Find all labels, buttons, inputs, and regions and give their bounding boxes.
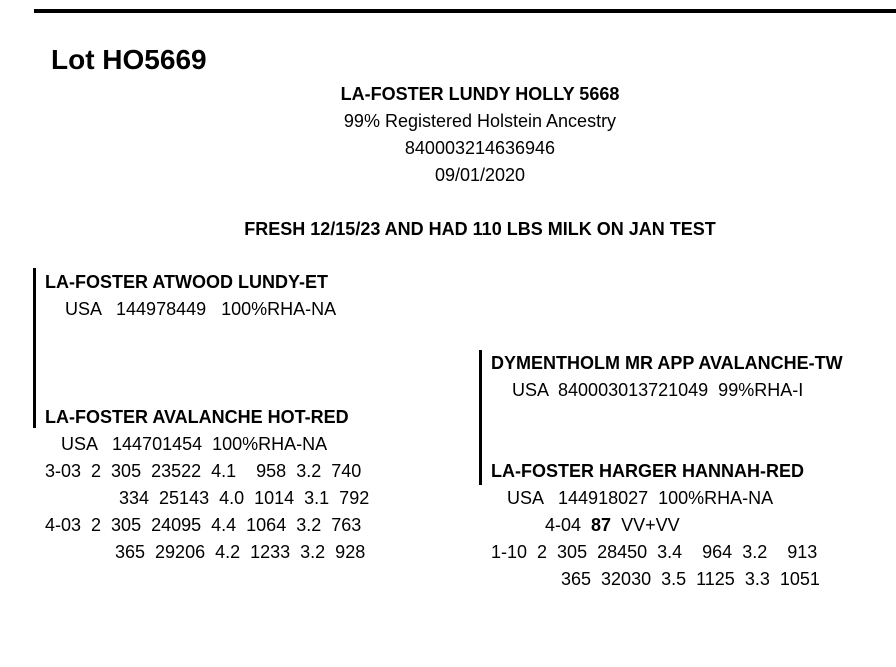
mgd-class-grade: VV+VV bbox=[621, 515, 680, 535]
dam-registration: USA 144701454 100%RHA-NA bbox=[61, 434, 328, 454]
top-rule bbox=[34, 9, 896, 13]
sire-registration: USA 144978449 100%RHA-NA bbox=[65, 299, 337, 319]
mgd-record: 365 32030 3.5 1125 3.3 1051 bbox=[561, 569, 820, 589]
dam-name: LA-FOSTER AVALANCHE HOT-RED bbox=[45, 407, 349, 427]
mgd-class-score: 87 bbox=[591, 515, 612, 535]
mgs-registration: USA 840003013721049 99%RHA-I bbox=[512, 380, 804, 400]
lot-number: Lot HO5669 bbox=[51, 44, 207, 75]
dam-record: 3-03 2 305 23522 4.1 958 3.2 740 bbox=[45, 461, 362, 481]
animal-dob: 09/01/2020 bbox=[434, 165, 526, 185]
pedigree-bar-left bbox=[33, 268, 36, 428]
fresh-note: FRESH 12/15/23 AND HAD 110 LBS MILK ON JAN TEST bbox=[244, 219, 716, 239]
animal-id: 840003214636946 bbox=[404, 138, 556, 158]
mgd-class-age: 4-04 bbox=[545, 515, 582, 535]
dam-record: 334 25143 4.0 1014 3.1 792 bbox=[119, 488, 370, 508]
pedigree-bar-right bbox=[479, 350, 482, 485]
mgd-classification bbox=[545, 515, 680, 536]
dam-record: 4-03 2 305 24095 4.4 1064 3.2 763 bbox=[45, 515, 362, 535]
sire-name: LA-FOSTER ATWOOD LUNDY-ET bbox=[45, 272, 328, 292]
animal-name: LA-FOSTER LUNDY HOLLY 5668 bbox=[340, 84, 620, 104]
mgs-name: DYMENTHOLM MR APP AVALANCHE-TW bbox=[491, 353, 843, 373]
animal-ancestry: 99% Registered Holstein Ancestry bbox=[343, 111, 617, 131]
dam-record: 365 29206 4.2 1233 3.2 928 bbox=[115, 542, 366, 562]
mgd-record: 1-10 2 305 28450 3.4 964 3.2 913 bbox=[491, 542, 818, 562]
mgd-name: LA-FOSTER HARGER HANNAH-RED bbox=[491, 461, 804, 481]
mgd-registration: USA 144918027 100%RHA-NA bbox=[507, 488, 774, 508]
